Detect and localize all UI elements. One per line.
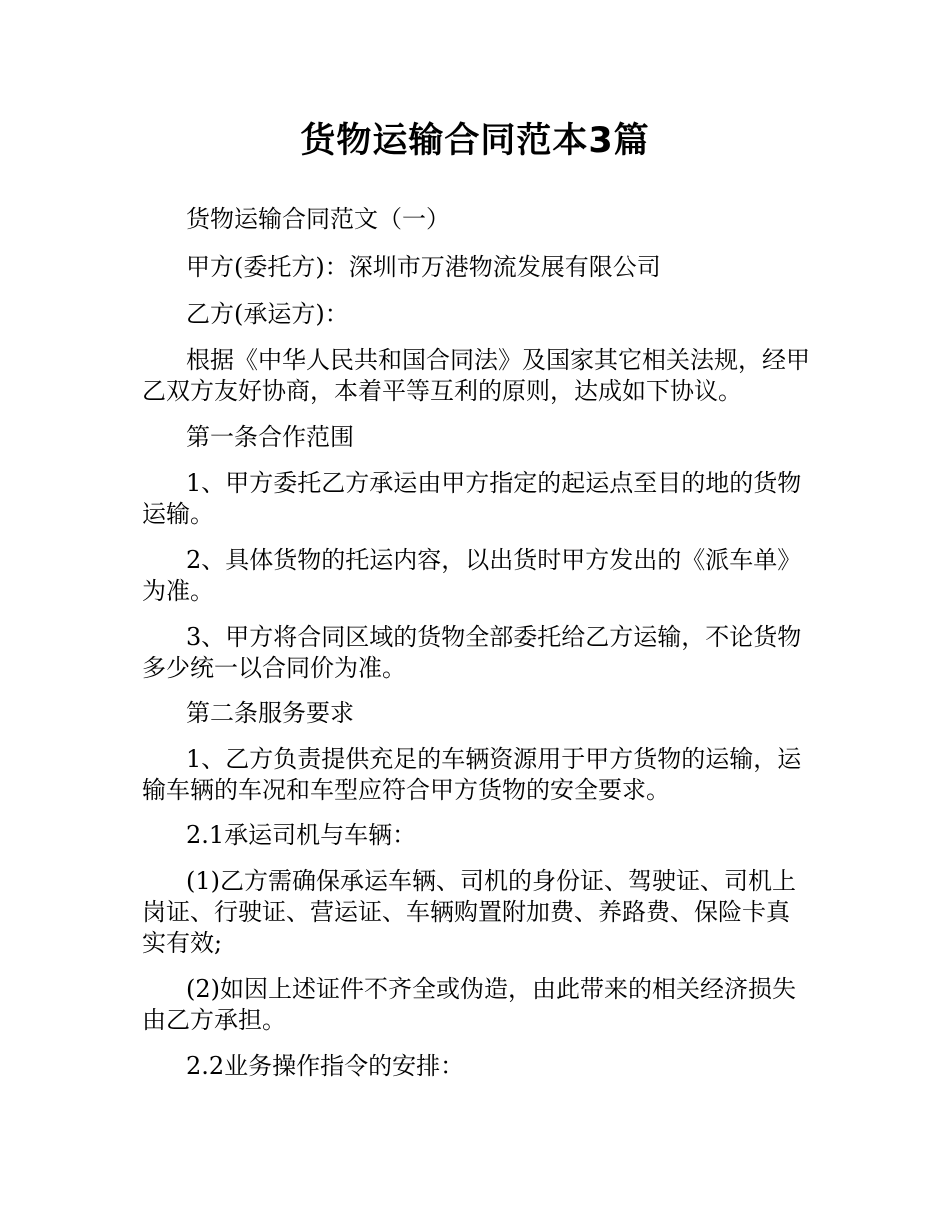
paragraph-article-2-sub-2-1-1: (1)乙方需确保承运车辆、司机的身份证、驾驶证、司机上岗证、行驶证、营运证、车辆购置附加费、养路费、保险卡真实有效; [142,867,796,957]
paragraph-section-heading: 货物运输合同范文（一） [186,205,450,233]
paragraph-party-b: 乙方(承运方)： [186,300,349,328]
paragraph-article-2-heading: 第二条服务要求 [186,699,354,727]
document-title: 货物运输合同范本3篇 [300,121,650,161]
paragraph-article-1-item-1: 1、甲方委托乙方承运由甲方指定的起运点至目的地的货物运输。 [142,469,802,528]
paragraph-party-a: 甲方(委托方)：深圳市万港物流发展有限公司 [186,253,661,281]
paragraph-preamble: 根据《中华人民共和国合同法》及国家其它相关法规，经甲乙双方友好协商，本着平等互利的原则，达成如下协议。 [142,346,810,405]
paragraph-article-2-sub-2-2: 2.2业务操作指令的安排： [186,1052,465,1080]
paragraph-article-2-item-1: 1、乙方负责提供充足的车辆资源用于甲方货物的运输，运输车辆的车况和车型应符合甲方货物的安全要求。 [142,745,802,804]
paragraph-article-1-item-2: 2、具体货物的托运内容，以出货时甲方发出的《派车单》为准。 [142,546,802,605]
paragraph-article-2-sub-2-1-2: (2)如因上述证件不齐全或伪造，由此带来的相关经济损失由乙方承担。 [142,975,796,1034]
paragraph-article-1-heading: 第一条合作范围 [186,423,354,451]
paragraph-article-2-sub-2-1: 2.1承运司机与车辆： [186,821,417,849]
paragraph-article-1-item-3: 3、甲方将合同区域的货物全部委托给乙方运输，不论货物多少统一以合同价为准。 [142,623,802,682]
